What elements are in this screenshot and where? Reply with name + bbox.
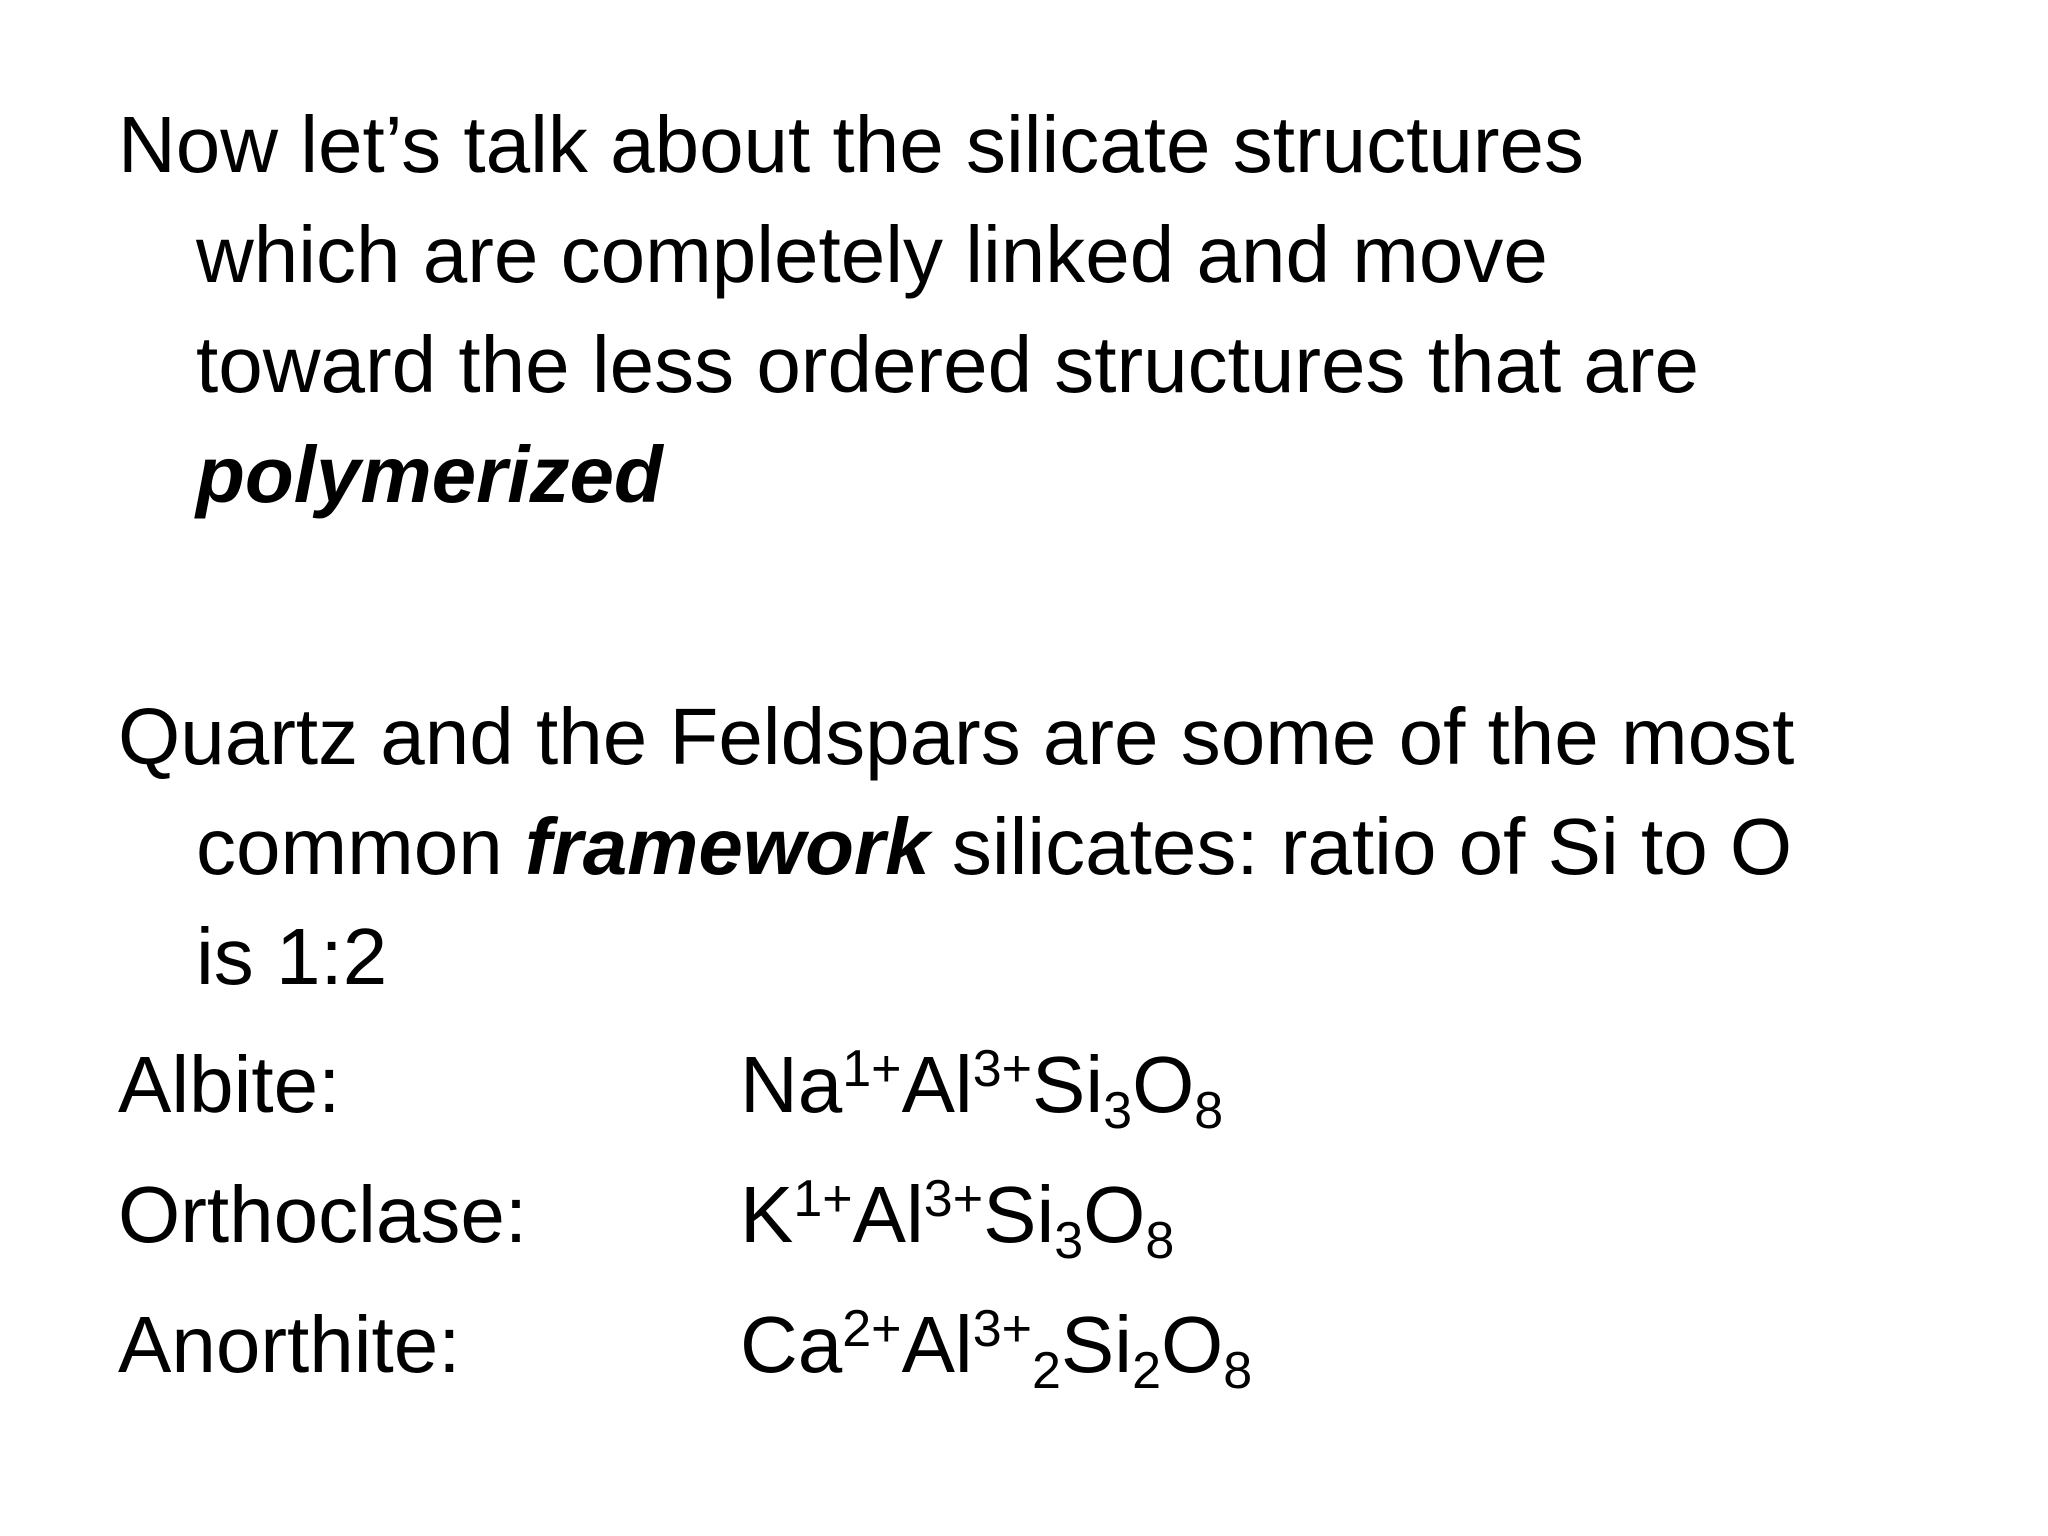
mineral-row-albite	[118, 1030, 1718, 1140]
word: which	[196, 210, 401, 299]
formula-element: Al	[852, 1170, 924, 1259]
formula-element: O	[1132, 1040, 1195, 1129]
formula-element: Al	[901, 1300, 973, 1389]
paragraph-line	[118, 310, 1866, 420]
formula-subscript: 8	[1145, 1212, 1175, 1270]
formula-element: Si	[1032, 1040, 1104, 1129]
formula-charge: 2+	[842, 1300, 902, 1358]
word: the	[458, 320, 570, 409]
formula-element: O	[1083, 1170, 1146, 1259]
word: toward	[196, 320, 437, 409]
paragraph-silicate-structures	[118, 90, 1866, 530]
word: move	[1352, 210, 1548, 299]
mineral-name: Albite:	[118, 1040, 341, 1129]
mineral-formula	[740, 1030, 1223, 1140]
word: silicate	[965, 100, 1211, 189]
word: structures	[1232, 100, 1584, 189]
paragraph-line	[118, 90, 1866, 200]
formula-charge: 1+	[842, 1040, 902, 1098]
formula-element: O	[1160, 1300, 1224, 1389]
emphasis-framework: framework	[524, 802, 930, 891]
paragraph-framework-silicates	[118, 682, 1866, 1012]
word: structures	[1054, 320, 1406, 409]
word: and	[1196, 210, 1330, 299]
paragraph-line	[118, 420, 1866, 530]
word: about	[610, 100, 811, 189]
mineral-row-anorthite	[118, 1290, 1718, 1400]
word: linked	[965, 210, 1175, 299]
paragraph-line	[118, 792, 1866, 902]
mineral-row-orthoclase	[118, 1160, 1718, 1270]
formula-subscript: 8	[1194, 1082, 1224, 1140]
paragraph-line	[118, 200, 1866, 310]
word: completely	[560, 210, 944, 299]
formula-element: Ca	[740, 1300, 843, 1389]
formula-element: Si	[983, 1170, 1055, 1259]
emphasis-polymerized: polymerized	[196, 430, 663, 519]
formula-charge: 1+	[793, 1170, 853, 1228]
word: let’s	[300, 100, 442, 189]
word: ordered	[756, 320, 1033, 409]
formula-element: K	[740, 1170, 794, 1259]
mineral-formula	[740, 1290, 1252, 1400]
paragraph-line: Quartz and the Feldspars are some of the most	[118, 692, 1795, 781]
formula-subscript: 2	[1032, 1342, 1061, 1400]
formula-element: Na	[740, 1040, 843, 1129]
formula-element: Al	[901, 1040, 973, 1129]
word: less	[591, 320, 735, 409]
formula-charge: 3+	[972, 1300, 1032, 1358]
word: that	[1427, 320, 1562, 409]
word: are	[1583, 320, 1700, 409]
formula-subscript: 3	[1103, 1082, 1133, 1140]
word: are	[422, 210, 539, 299]
text-run: common	[196, 802, 525, 891]
mineral-formula	[740, 1160, 1174, 1270]
word: talk	[463, 100, 588, 189]
mineral-name: Orthoclase:	[118, 1170, 528, 1259]
paragraph-line: is 1:2	[196, 912, 388, 1001]
formula-subscript: 3	[1054, 1212, 1084, 1270]
formula-element: Si	[1060, 1300, 1133, 1389]
formula-charge: 3+	[923, 1170, 984, 1228]
word: the	[832, 100, 944, 189]
formula-subscript: 8	[1223, 1342, 1253, 1400]
mineral-name: Anorthite:	[118, 1300, 461, 1389]
formula-charge: 3+	[972, 1040, 1032, 1098]
formula-subscript: 2	[1132, 1342, 1161, 1400]
word: Now	[118, 100, 279, 189]
text-run: silicates: ratio of Si to O	[929, 802, 1793, 891]
